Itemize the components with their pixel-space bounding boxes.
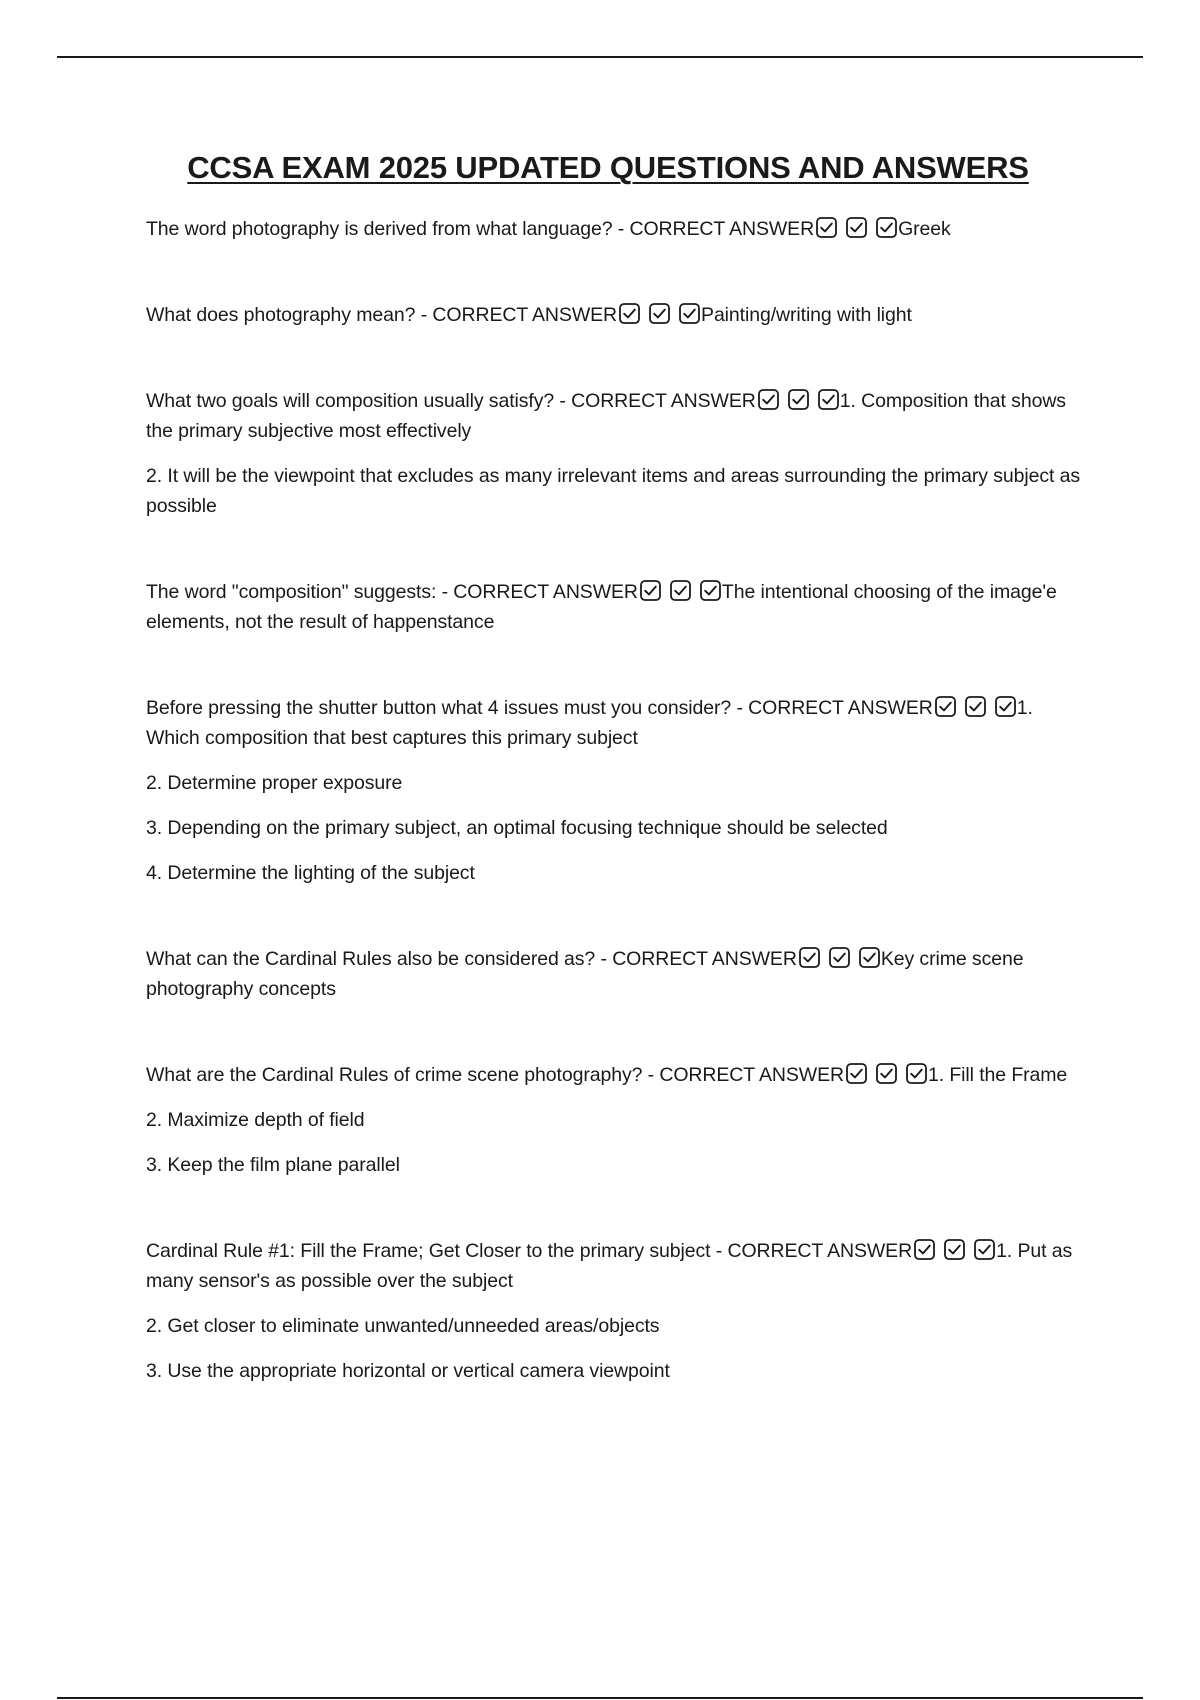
answer-text: The intentional choosing of the image'e elements, not the result of happenstance xyxy=(146,581,1057,633)
checkbox-check-icon xyxy=(758,389,779,410)
correct-answer-checkmarks xyxy=(914,1239,995,1260)
qa-list xyxy=(146,214,1086,1386)
answer-text: 1. Put as many sensor's as possible over the subject xyxy=(146,1240,1073,1292)
checkbox-check-icon xyxy=(995,696,1016,717)
question-text: The word photography is derived from what language? - CORRECT ANSWER xyxy=(146,218,815,240)
checkbox-check-icon xyxy=(846,1063,867,1084)
top-rule xyxy=(57,56,1143,58)
answer-text: Key crime scene photography concepts xyxy=(146,948,1024,1000)
qa-question-line xyxy=(146,944,1086,1004)
answer-text: 1. Fill the Frame xyxy=(927,1064,1068,1086)
checkbox-check-icon xyxy=(649,303,670,324)
answer-text: 1. Which composition that best captures this primary subject xyxy=(146,697,1033,749)
checkbox-check-icon xyxy=(914,1239,935,1260)
checkbox-check-icon xyxy=(829,947,850,968)
answer-line: 2. Determine proper exposure xyxy=(146,772,403,794)
qa-question-line xyxy=(146,386,1086,446)
checkbox-check-icon xyxy=(935,696,956,717)
checkbox-check-icon xyxy=(799,947,820,968)
question-text: What two goals will composition usually satisfy? - CORRECT ANSWER xyxy=(146,390,756,412)
qa-question-line xyxy=(146,693,1086,753)
question-text: What does photography mean? - CORRECT ANSWER xyxy=(146,304,618,326)
checkbox-check-icon xyxy=(859,947,880,968)
correct-answer-checkmarks xyxy=(758,389,839,410)
checkbox-check-icon xyxy=(974,1239,995,1260)
checkbox-check-icon xyxy=(670,580,691,601)
answer-line: 2. Get closer to eliminate unwanted/unneeded areas/objects xyxy=(146,1315,660,1337)
correct-answer-checkmarks xyxy=(799,947,880,968)
checkbox-check-icon xyxy=(788,389,809,410)
checkbox-check-icon xyxy=(679,303,700,324)
checkbox-check-icon xyxy=(818,389,839,410)
answer-line: 4. Determine the lighting of the subject xyxy=(146,862,475,884)
answer-line: 3. Keep the film plane parallel xyxy=(146,1154,400,1176)
question-text: Before pressing the shutter button what 4 issues must you consider? - CORRECT ANSWER xyxy=(146,697,933,719)
qa-item xyxy=(146,1060,1086,1180)
checkbox-check-icon xyxy=(876,1063,897,1084)
bottom-rule xyxy=(57,1697,1143,1699)
document-body xyxy=(146,150,1086,1442)
checkbox-check-icon xyxy=(700,580,721,601)
checkbox-check-icon xyxy=(876,217,897,238)
correct-answer-checkmarks xyxy=(935,696,1016,717)
qa-item xyxy=(146,944,1086,1004)
checkbox-check-icon xyxy=(816,217,837,238)
checkbox-check-icon xyxy=(965,696,986,717)
checkbox-check-icon xyxy=(906,1063,927,1084)
answer-line: 3. Depending on the primary subject, an optimal focusing technique should be selected xyxy=(146,817,888,839)
correct-answer-checkmarks xyxy=(619,303,700,324)
qa-item xyxy=(146,577,1086,637)
question-text: The word "composition" suggests: - CORRECT ANSWER xyxy=(146,581,638,603)
answer-line: 2. It will be the viewpoint that excludes as many irrelevant items and areas surrounding the primary subject as possible xyxy=(146,465,1081,517)
checkbox-check-icon xyxy=(944,1239,965,1260)
qa-question-line xyxy=(146,214,1086,244)
qa-question-line xyxy=(146,577,1086,637)
checkbox-check-icon xyxy=(619,303,640,324)
answer-text: 1. Composition that shows the primary subjective most effectively xyxy=(146,390,1066,442)
document-title: CCSA EXAM 2025 UPDATED QUESTIONS AND ANSWERS xyxy=(187,150,1029,185)
correct-answer-checkmarks xyxy=(640,580,721,601)
qa-item xyxy=(146,214,1086,244)
answer-text: Greek xyxy=(898,218,951,240)
checkbox-check-icon xyxy=(846,217,867,238)
question-text: What can the Cardinal Rules also be considered as? - CORRECT ANSWER xyxy=(146,948,797,970)
correct-answer-checkmarks xyxy=(816,217,897,238)
question-text: Cardinal Rule #1: Fill the Frame; Get Closer to the primary subject - CORRECT ANSWER xyxy=(146,1240,913,1262)
answer-line: 2. Maximize depth of field xyxy=(146,1109,365,1131)
qa-question-line xyxy=(146,1236,1086,1296)
checkbox-check-icon xyxy=(640,580,661,601)
question-text: What are the Cardinal Rules of crime scene photography? - CORRECT ANSWER xyxy=(146,1064,844,1086)
qa-question-line xyxy=(146,1060,1086,1090)
qa-item xyxy=(146,386,1086,521)
qa-item xyxy=(146,300,1086,330)
answer-line: 3. Use the appropriate horizontal or vertical camera viewpoint xyxy=(146,1360,670,1382)
qa-item xyxy=(146,1236,1086,1386)
qa-question-line xyxy=(146,300,1086,330)
answer-text: Painting/writing with light xyxy=(701,304,912,326)
correct-answer-checkmarks xyxy=(846,1063,927,1084)
qa-item xyxy=(146,693,1086,888)
